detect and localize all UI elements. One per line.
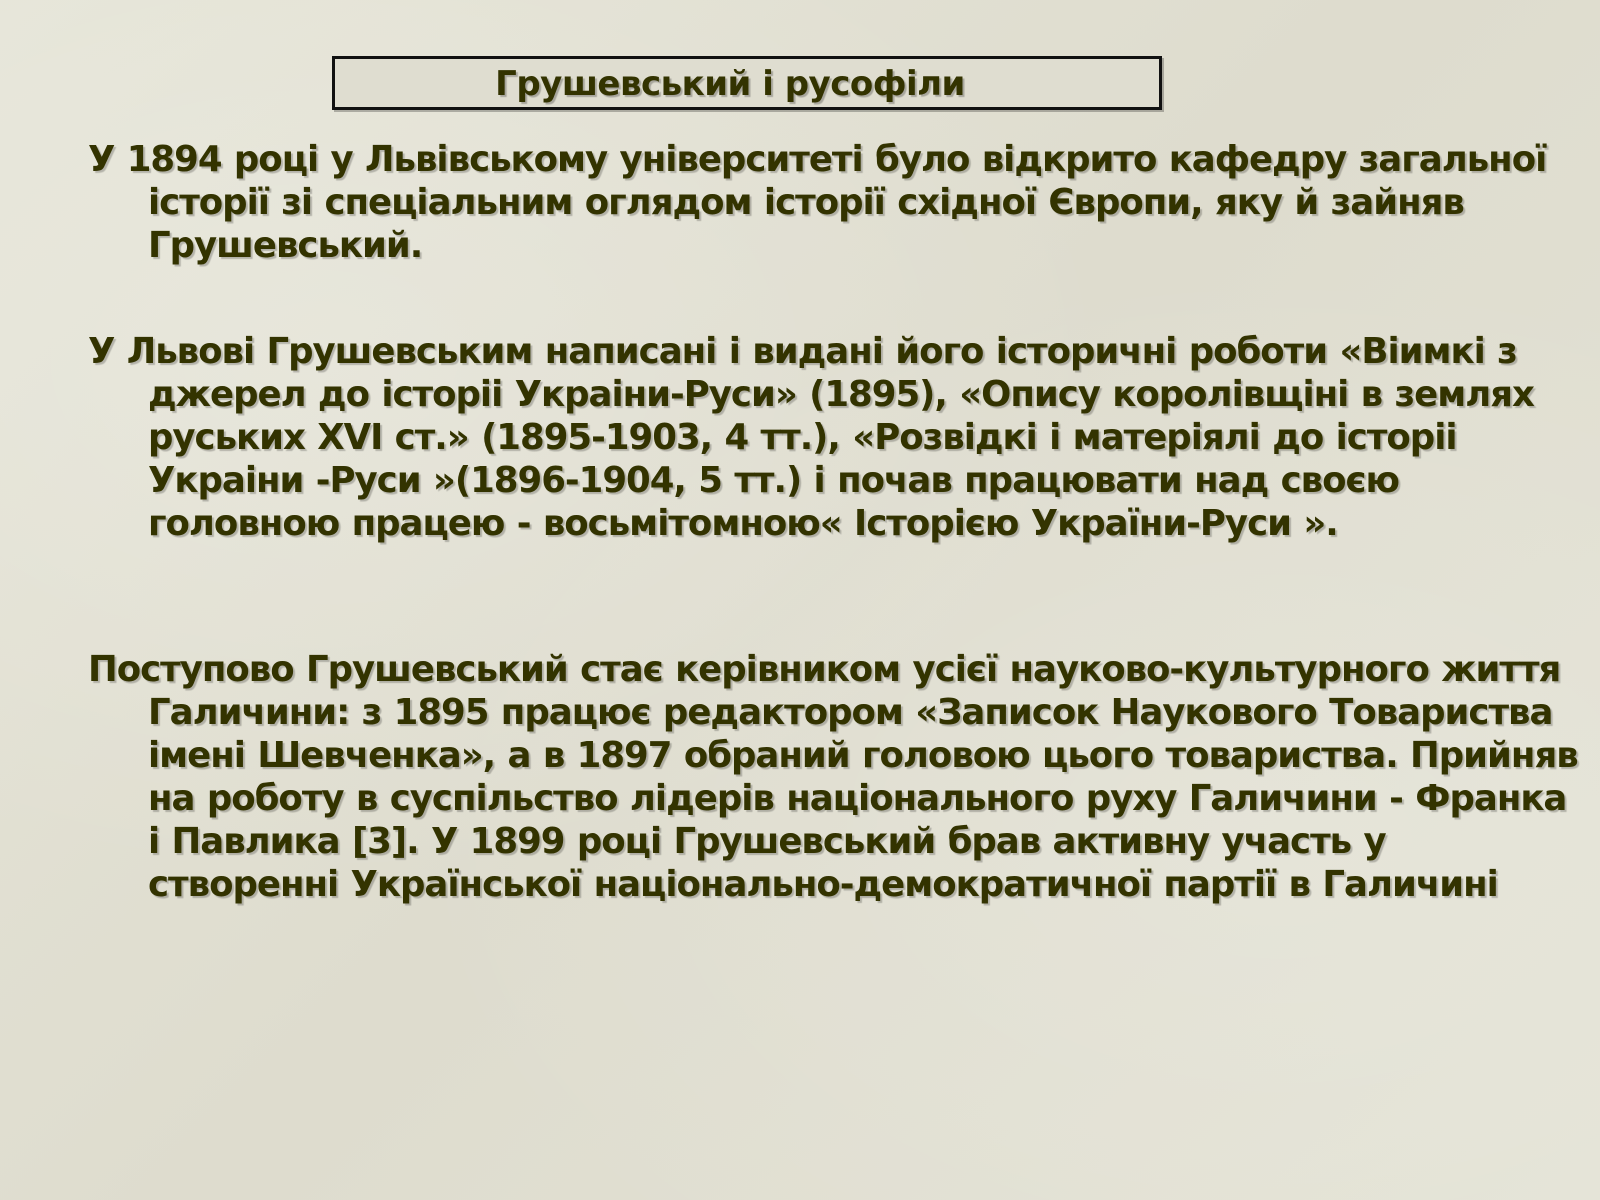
title-box bbox=[332, 56, 1162, 110]
slide-title: Грушевський і русофіли bbox=[495, 64, 965, 104]
paragraph-galicia-leadership: Поступово Грушевський стає керівником усієї науково-культурного життя Галичини: з 1895 працює редактором «Записок Наукового Товариства імені Шевченка», а в 1897 обраний головою цього товариства. Прийняв на роботу в суспільство лідерів національного руху Галичини - Франка і Павлика [3]. У 1899 році Грушевський брав активну участь у створенні Української національно-демократичної партії в Галичині bbox=[88, 649, 1578, 905]
paragraph-lviv-works: У Львові Грушевським написані і видані його історичні роботи «Віимкі з джерел до історіі Украіни-Руси» (1895), «Опису королівщіні в землях руських XVI ст.» (1895-1903, 4 тт.), «Розвідкі і матеріялі до історіі Украіни -Руси »(1896-1904, 5 тт.) і почав працювати над своєю головною працею - восьмітомною« Історією України-Руси ». bbox=[88, 331, 1534, 544]
paragraph-university-chair: У 1894 році у Львівському університеті було відкрито кафедру загальної історії зі спеціальним оглядом історії східної Європи, яку й зайняв Грушевський. bbox=[88, 139, 1547, 266]
